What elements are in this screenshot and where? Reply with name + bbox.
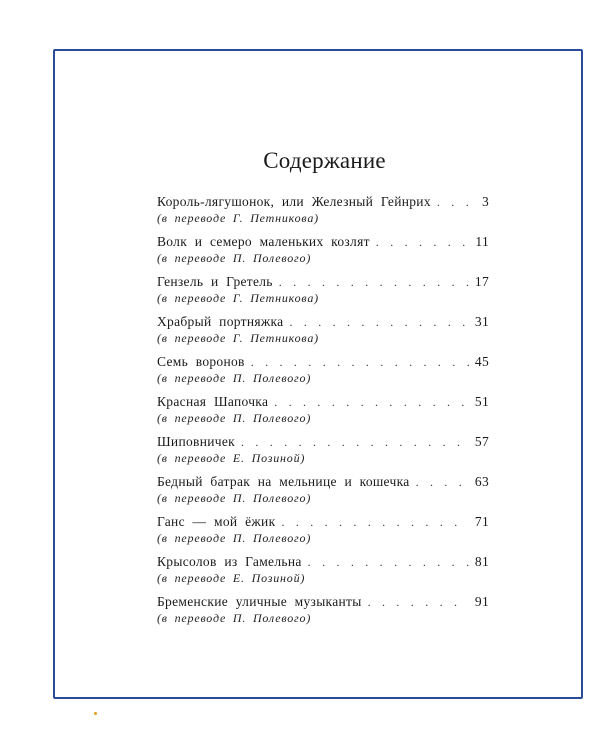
entry-title: Семь воронов <box>157 354 245 369</box>
entry-title: Крысолов из Гамельна <box>157 554 302 569</box>
print-speck <box>94 712 97 715</box>
dot-leader <box>368 594 469 611</box>
entry-translator: (в переводе Г. Петникова) <box>157 291 319 305</box>
entry-title: Ганс — мой ёжик <box>157 514 276 529</box>
entry-title: Король-лягушонок, или Железный Гейнрих <box>157 194 431 209</box>
toc-entry[interactable] <box>157 473 489 513</box>
entry-translator: (в переводе П. Полевого) <box>157 411 312 425</box>
dot-leader <box>274 394 469 411</box>
table-of-contents <box>157 193 489 633</box>
dot-leader <box>281 514 468 531</box>
entry-page-number: 63 <box>474 474 489 489</box>
entry-translator: (в переводе Г. Петникова) <box>157 211 319 225</box>
entry-title: Бременские уличные музыканты <box>157 594 362 609</box>
entry-translator: (в переводе Г. Петникова) <box>157 331 319 345</box>
toc-entry[interactable] <box>157 313 489 353</box>
entry-title: Красная Шапочка <box>157 394 269 409</box>
dot-leader <box>308 554 469 571</box>
entry-title: Гензель и Гретель <box>157 274 273 289</box>
toc-entry[interactable] <box>157 193 489 233</box>
dot-leader <box>376 234 470 251</box>
entry-page-number: 17 <box>474 274 489 289</box>
entry-page-number: 81 <box>474 554 489 569</box>
entry-translator: (в переводе П. Полевого) <box>157 491 312 505</box>
entry-page-number: 3 <box>481 194 489 209</box>
entry-page-number: 31 <box>474 314 489 329</box>
toc-entry[interactable] <box>157 513 489 553</box>
dot-leader <box>251 354 469 371</box>
entry-page-number: 71 <box>474 514 489 529</box>
entry-translator: (в переводе Е. Позиной) <box>157 451 306 465</box>
toc-entry[interactable] <box>157 353 489 393</box>
entry-page-number: 51 <box>474 394 489 409</box>
entry-page-number: 11 <box>475 234 489 249</box>
dot-leader <box>289 314 468 331</box>
toc-entry[interactable] <box>157 273 489 313</box>
dot-leader <box>416 474 469 491</box>
entry-translator: (в переводе П. Полевого) <box>157 531 312 545</box>
dot-leader <box>241 434 469 451</box>
toc-entry[interactable] <box>157 233 489 273</box>
toc-entry[interactable] <box>157 393 489 433</box>
dot-leader <box>279 274 469 291</box>
entry-page-number: 57 <box>474 434 489 449</box>
entry-translator: (в переводе П. Полевого) <box>157 371 312 385</box>
toc-entry[interactable] <box>157 433 489 473</box>
entry-title: Храбрый портняжка <box>157 314 284 329</box>
entry-translator: (в переводе П. Полевого) <box>157 251 312 265</box>
dot-leader <box>437 194 471 211</box>
toc-entry[interactable] <box>157 593 489 633</box>
entry-translator: (в переводе П. Полевого) <box>157 611 312 625</box>
page-title: Содержание <box>263 148 386 173</box>
entry-title: Волк и семеро маленьких козлят <box>157 234 370 249</box>
entry-page-number: 45 <box>474 354 489 369</box>
entry-title: Шиповничек <box>157 434 235 449</box>
entry-page-number: 91 <box>474 594 489 609</box>
entry-title: Бедный батрак на мельнице и кошечка <box>157 474 410 489</box>
entry-translator: (в переводе Е. Позиной) <box>157 571 306 585</box>
toc-entry[interactable] <box>157 553 489 593</box>
